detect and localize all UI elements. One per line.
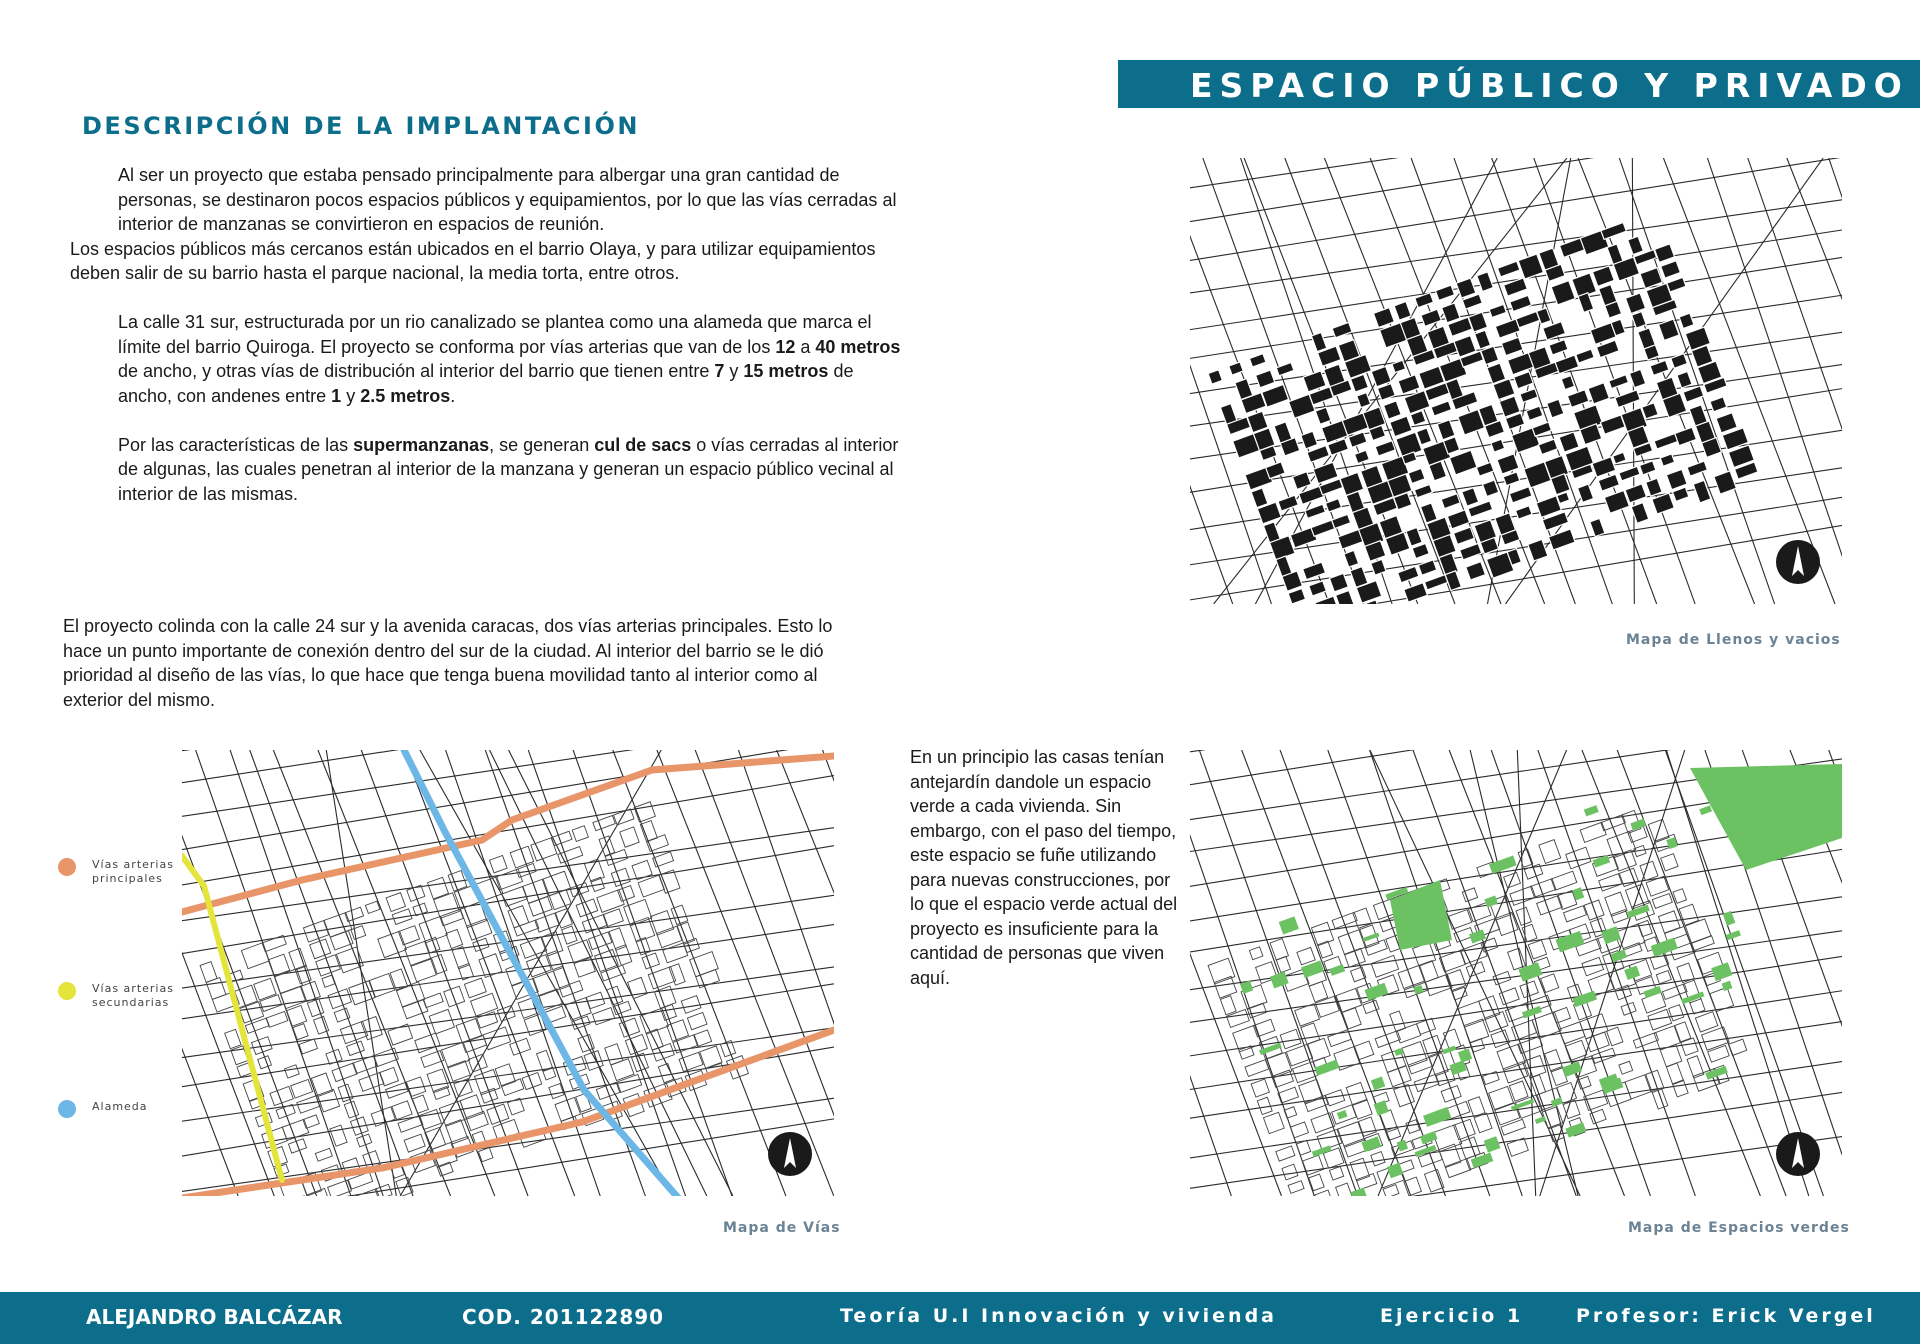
north-arrow-icon [1776,1132,1820,1176]
legend-dot-icon [58,858,76,876]
banner-title: ESPACIO PÚBLICO Y PRIVADO [1190,66,1909,105]
connectivity-text: El proyecto colinda con la calle 24 sur y la avenida caracas, dos vías arterias principales. Esto lo hace un punto importante de conexión dentro del sur de la ciudad. Al interior del barrio se le dió prioridad al diseño de las vías, lo que hace que tenga buena movilidad tanto al interior como al exterior del mismo. [63,616,833,710]
map-vias [182,750,834,1196]
legend-dot-icon [58,982,76,1000]
caption-llenos-vacios: Mapa de Llenos y vacios [1626,632,1841,648]
north-arrow-icon [1776,540,1820,584]
footer-course: Teoría U.I Innovación y vivienda [840,1305,1278,1327]
map-llenos-vacios [1190,158,1842,604]
legend-label: Vías arterias secundarias [92,982,174,1009]
north-arrow-icon [768,1132,812,1176]
map-espacios-verdes [1190,750,1842,1196]
footer-author: ALEJANDRO BALCÁZAR [86,1305,343,1329]
description-paragraph-1b: Los espacios públicos más cercanos están ubicados en el barrio Olaya, y para utilizar equipamientos deben salir de su barrio hasta el parque nacional, la media torta, entre otros. [70,238,876,283]
arterial-roads [182,750,834,1196]
green-space-text: En un principio las casas tenían antejardín dandole un espacio verde a cada vivienda. Sin embargo, con el paso del tiempo, este espacio se fuñe utilizando para nuevas construcciones, por lo que el espacio verde actual del proyecto es insuficiente para la cantidad de personas que viven aquí. [910,747,1178,988]
caption-vias: Mapa de Vías [723,1220,841,1236]
caption-espacios-verdes: Mapa de Espacios verdes [1628,1220,1850,1236]
description-text [70,163,910,506]
park-area [1690,764,1842,870]
description-paragraph-3: Por las características de las supermanzanas, se generan cul de sacs o vías cerradas al interior de algunas, las cuales penetran al interior de la manzana y generan un espacio público vecinal al interior de las mismas. [118,434,899,504]
section-title: DESCRIPCIÓN DE LA IMPLANTACIÓN [82,112,640,140]
footer-exercise: Ejercicio 1 [1380,1305,1524,1327]
footer-bar [0,1292,1920,1344]
footer-code: COD. 201122890 [462,1305,665,1329]
legend-label: Alameda [92,1100,148,1113]
footer-professor: Profesor: Erick Vergel [1576,1305,1876,1327]
legend-label: Vías arterias principales [92,858,174,885]
legend-dot-icon [58,1100,76,1118]
description-paragraph-1: Al ser un proyecto que estaba pensado principalmente para albergar una gran cantidad de personas, se destinaron pocos espacios públicos y equipamientos, por lo que las vías cerradas al interior de manzanas se convirtieron en espacios de reunión. [118,165,897,234]
title-banner [1118,60,1920,108]
description-paragraph-2: La calle 31 sur, estructurada por un rio canalizado se plantea como una alameda que marca el límite del barrio Quiroga. El proyecto se conforma por vías arterias que van de los 12 a 40 metros de ancho, y otras vías de distribución al interior del barrio que tienen entre 7 y 15 metros de ancho, con andenes entre 1 y 2.5 metros. [118,312,901,406]
